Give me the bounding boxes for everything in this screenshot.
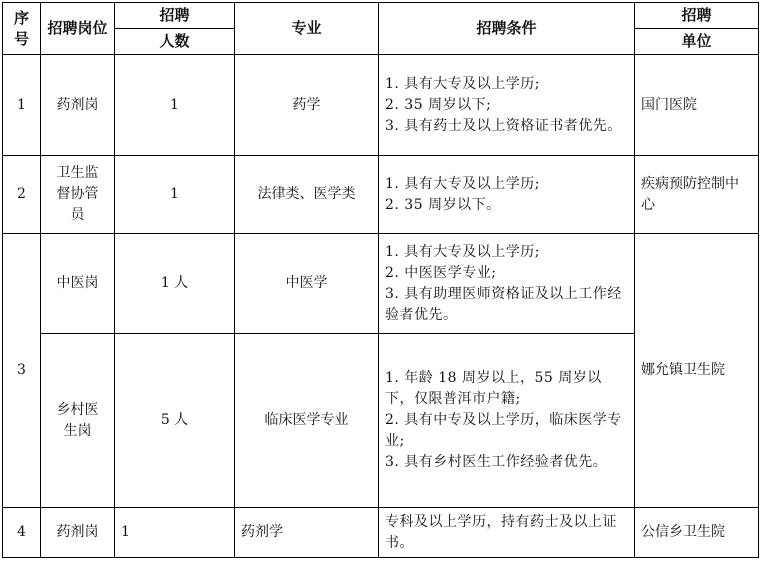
- cell-count: 1: [115, 156, 235, 234]
- condition-line: 3. 具有助理医师资格证及以上工作经验者优先。: [385, 285, 622, 323]
- cell-major: 药学: [235, 55, 379, 156]
- cell-seq: 4: [3, 508, 41, 558]
- condition-line: 2. 具有中专及以上学历，临床医学专业;: [385, 412, 622, 449]
- header-count-top: 招聘: [115, 3, 235, 29]
- cell-conditions: [379, 234, 635, 334]
- cell-conditions: [379, 508, 635, 558]
- header-unit-top: 招聘: [635, 3, 759, 29]
- condition-line: 专科及以上学历，持有药士及以上证书。: [385, 513, 617, 551]
- cell-position: 药剂岗: [41, 508, 115, 558]
- condition-line: 1. 年龄 18 周岁以上，55 周岁以下，仅限普洱市户籍;: [385, 370, 602, 407]
- cell-unit: 国门医院: [635, 55, 759, 156]
- cell-unit: 公信乡卫生院: [635, 508, 759, 558]
- header-major: 专业: [235, 3, 379, 55]
- cell-position: 卫生监督协管员: [41, 156, 115, 234]
- cell-conditions: [379, 334, 635, 508]
- cell-seq: 1: [3, 55, 41, 156]
- cell-unit: 娜允镇卫生院: [635, 234, 759, 508]
- header-row: [3, 3, 759, 29]
- condition-line: 3. 具有乡村医生工作经验者优先。: [385, 454, 608, 470]
- cell-position: 中医岗: [41, 234, 115, 334]
- condition-line: 1. 具有大专及以上学历;: [385, 243, 541, 260]
- cell-count: 1: [115, 55, 235, 156]
- cell-seq: 3: [3, 234, 41, 508]
- condition-line: 3. 具有药士及以上资格证书者优先。: [385, 117, 622, 134]
- cell-position: 乡村医生岗: [41, 334, 115, 508]
- table-row: [3, 55, 759, 156]
- condition-line: 1. 具有大专及以上学历;: [385, 75, 541, 92]
- header-position: 招聘岗位: [41, 3, 115, 55]
- cell-conditions: [379, 55, 635, 156]
- header-count-bottom: 人数: [115, 29, 235, 55]
- cell-count: 1: [115, 508, 235, 558]
- header-unit-bottom: 单位: [635, 29, 759, 55]
- condition-line: 1. 具有大专及以上学历;: [385, 175, 541, 192]
- header-seq: 序号: [3, 3, 41, 55]
- cell-position: 药剂岗: [41, 55, 115, 156]
- cell-count: 1 人: [115, 234, 235, 334]
- cell-seq: 2: [3, 156, 41, 234]
- condition-line: 2. 35 周岁以下;: [385, 96, 492, 113]
- cell-major: 临床医学专业: [235, 334, 379, 508]
- table-row: [3, 234, 759, 334]
- table-row: [3, 156, 759, 234]
- table-row: [3, 508, 759, 558]
- header-conditions: 招聘条件: [379, 3, 635, 55]
- cell-unit: 疾病预防控制中心: [635, 156, 759, 234]
- cell-conditions: [379, 156, 635, 234]
- cell-count: 5 人: [115, 334, 235, 508]
- cell-major: 药剂学: [235, 508, 379, 558]
- condition-line: 2. 35 周岁以下。: [385, 196, 501, 213]
- condition-line: 2. 中医医学专业;: [385, 264, 497, 281]
- cell-major: 法律类、医学类: [235, 156, 379, 234]
- cell-major: 中医学: [235, 234, 379, 334]
- recruitment-table: [2, 2, 759, 558]
